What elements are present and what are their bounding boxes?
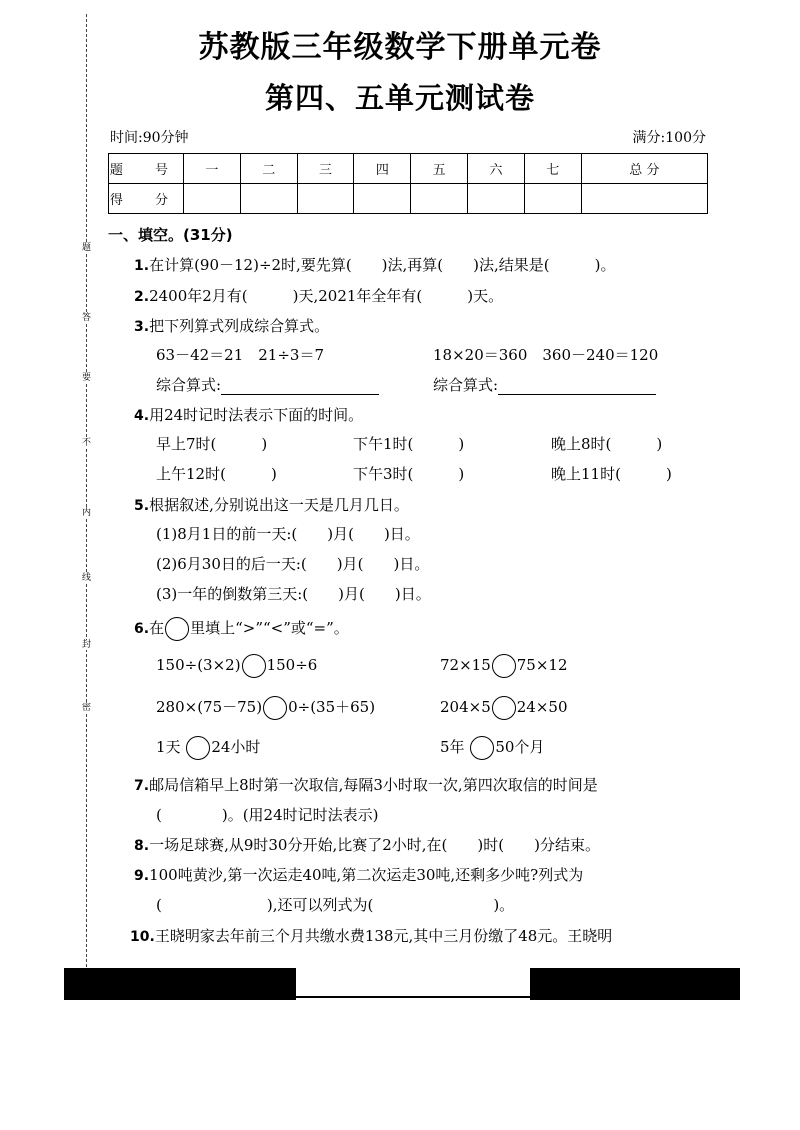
answer-blank[interactable] <box>221 378 379 395</box>
compare-item <box>440 696 568 720</box>
score-entry-cell[interactable] <box>468 184 525 214</box>
table-cell: 一 <box>184 154 241 184</box>
time-item: 晚上8时( ) <box>551 435 663 453</box>
score-entry-cell[interactable] <box>524 184 581 214</box>
score-entry-cell[interactable] <box>411 184 468 214</box>
question-text: 2400年2月有( )天,2021年全年有( )天。 <box>149 287 504 305</box>
score-entry-cell[interactable] <box>581 184 707 214</box>
table-cell: 七 <box>524 154 581 184</box>
score-table-header-row <box>109 154 708 184</box>
compare-right: 75×12 <box>516 656 568 674</box>
page-subtitle: 第四、五单元测试卷 <box>264 81 535 115</box>
question-9-line2: ( ),还可以列式为( )。 <box>156 896 515 914</box>
binding-char: 题 <box>81 243 91 253</box>
question-number: 3. <box>134 319 150 335</box>
binding-char: 线 <box>81 573 91 583</box>
compare-left: 150÷(3×2) <box>156 656 241 674</box>
compare-item <box>156 654 317 678</box>
question-text: 用24时记时法表示下面的时间。 <box>149 406 364 424</box>
question-7 <box>134 774 598 795</box>
compare-item <box>440 736 544 760</box>
time-item: 早上7时( ) <box>156 435 268 453</box>
page-title: 苏教版三年级数学下册单元卷 <box>198 30 602 65</box>
compare-left: 1天 <box>156 738 181 756</box>
section-heading: 一、填空。(31分) <box>108 226 233 244</box>
binding-dotted-line <box>86 14 87 972</box>
binding-char: 内 <box>81 508 91 518</box>
question-9 <box>134 864 583 885</box>
time-item: 晚上11时( ) <box>551 465 672 483</box>
question-number: 6. <box>134 621 150 637</box>
question-1 <box>134 254 615 275</box>
question-text: 100吨黄沙,第一次运走40吨,第二次运走30吨,还剩多少吨?列式为 <box>149 866 584 884</box>
combined-formula-right <box>433 374 656 395</box>
exam-time: 时间:90分钟 <box>110 130 189 146</box>
compare-left: 72×15 <box>440 656 491 674</box>
compare-right: 50个月 <box>495 738 545 756</box>
question-number: 5. <box>134 498 150 514</box>
equation-right: 18×20＝360 360－240＝120 <box>433 346 659 364</box>
table-cell: 总 分 <box>581 154 707 184</box>
compare-circle-icon <box>165 617 189 641</box>
score-table-score-row <box>109 184 708 214</box>
question-text: 一场足球赛,从9时30分开始,比赛了2小时,在( )时( )分结束。 <box>149 836 600 854</box>
combined-formula-left <box>156 374 379 395</box>
date-item: (1)8月1日的前一天:( )月( )日。 <box>156 525 420 543</box>
compare-left: 204×5 <box>440 698 491 716</box>
combined-formula-label: 综合算式: <box>433 376 499 394</box>
compare-item <box>156 696 375 720</box>
question-text: 根据叙述,分别说出这一天是几月几日。 <box>149 496 409 514</box>
compare-right: 24小时 <box>211 738 261 756</box>
question-10 <box>130 925 612 946</box>
compare-right: 150÷6 <box>266 656 318 674</box>
table-cell: 四 <box>354 154 411 184</box>
question-number: 7. <box>134 778 150 794</box>
binding-char: 答 <box>81 313 91 323</box>
compare-item <box>440 654 568 678</box>
compare-left: 5年 <box>440 738 465 756</box>
compare-circle[interactable] <box>492 696 516 720</box>
question-number: 2. <box>134 289 150 305</box>
compare-right: 24×50 <box>516 698 568 716</box>
question-text: 里填上“>”“<”或“=”。 <box>190 619 349 637</box>
date-item: (2)6月30日的后一天:( )月( )日。 <box>156 555 430 573</box>
answer-blank[interactable] <box>498 378 656 395</box>
compare-circle[interactable] <box>263 696 287 720</box>
time-item: 下午1时( ) <box>353 435 465 453</box>
question-number: 9. <box>134 868 150 884</box>
binding-char: 不 <box>81 438 91 448</box>
score-entry-cell[interactable] <box>240 184 297 214</box>
compare-circle[interactable] <box>492 654 516 678</box>
question-number: 8. <box>134 838 150 854</box>
question-number: 10. <box>130 929 155 945</box>
time-item: 上午12时( ) <box>156 465 277 483</box>
question-4 <box>134 404 363 425</box>
binding-char: 密 <box>81 703 91 713</box>
compare-circle[interactable] <box>186 736 210 760</box>
binding-char: 封 <box>81 640 91 650</box>
score-table <box>108 153 708 214</box>
binding-char: 要 <box>81 373 91 383</box>
footer-bar-left <box>64 968 296 1000</box>
table-cell: 六 <box>468 154 525 184</box>
footer-bar-divider <box>296 996 530 998</box>
combined-formula-label: 综合算式: <box>156 376 222 394</box>
equation-left: 63－42＝21 21÷3＝7 <box>156 346 325 364</box>
full-score: 满分:100分 <box>632 130 706 146</box>
footer-bar-right <box>530 968 740 1000</box>
question-number: 4. <box>134 408 150 424</box>
score-entry-cell[interactable] <box>297 184 354 214</box>
score-entry-cell[interactable] <box>354 184 411 214</box>
question-text: 邮局信箱早上8时第一次取信,每隔3小时取一次,第四次取信的时间是 <box>149 776 598 794</box>
compare-left: 280×(75－75) <box>156 698 263 716</box>
question-2 <box>134 285 503 306</box>
question-text: 在 <box>149 619 165 637</box>
compare-circle[interactable] <box>470 736 494 760</box>
question-6 <box>134 617 349 641</box>
table-cell: 五 <box>411 154 468 184</box>
table-cell: 得 分 <box>109 184 184 214</box>
question-5 <box>134 494 409 515</box>
question-text: 王晓明家去年前三个月共缴水费138元,其中三月份缴了48元。王晓明 <box>154 927 613 945</box>
compare-circle[interactable] <box>242 654 266 678</box>
question-text: 在计算(90－12)÷2时,要先算( )法,再算( )法,结果是( )。 <box>149 256 616 274</box>
compare-item <box>156 736 260 760</box>
score-entry-cell[interactable] <box>184 184 241 214</box>
compare-right: 0÷(35＋65) <box>288 698 376 716</box>
table-cell: 二 <box>240 154 297 184</box>
time-item: 下午3时( ) <box>353 465 465 483</box>
question-7-line2: ( )。(用24时记时法表示) <box>156 806 379 824</box>
question-8 <box>134 834 600 855</box>
table-cell: 题 号 <box>109 154 184 184</box>
question-text: 把下列算式列成综合算式。 <box>149 317 330 335</box>
question-number: 1. <box>134 258 150 274</box>
question-3 <box>134 315 329 336</box>
date-item: (3)一年的倒数第三天:( )月( )日。 <box>156 585 431 603</box>
table-cell: 三 <box>297 154 354 184</box>
